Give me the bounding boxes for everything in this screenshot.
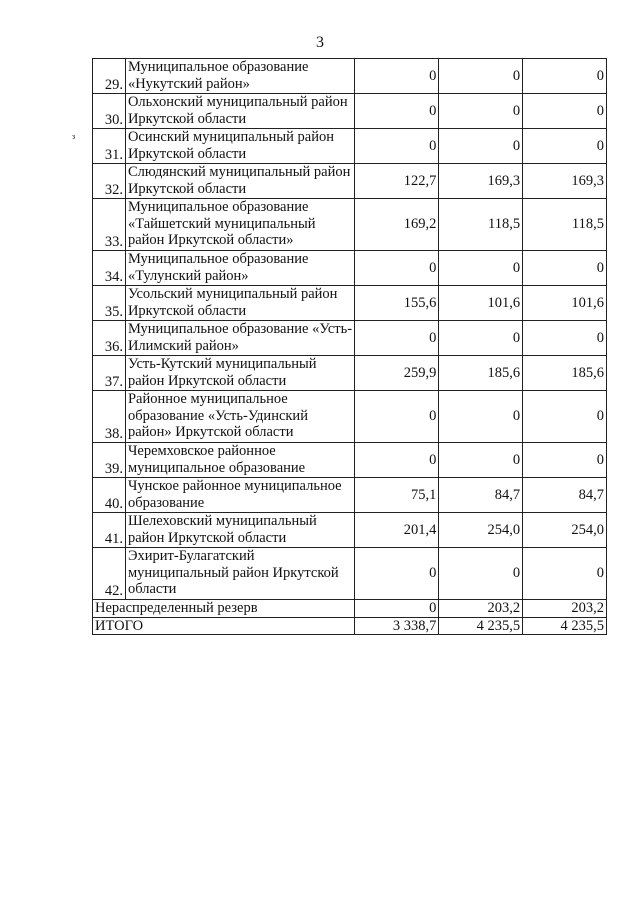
table-row xyxy=(93,478,607,513)
table-body xyxy=(93,59,607,635)
value-col-2: 118,5 xyxy=(439,199,523,251)
table-row xyxy=(93,129,607,164)
value-col-2: 101,6 xyxy=(439,286,523,321)
table-row xyxy=(93,443,607,478)
value-col-2: 0 xyxy=(439,251,523,286)
municipality-name: Шелеховский муниципальный район Иркутской области xyxy=(125,513,355,548)
margin-mark: з xyxy=(72,132,76,141)
value-col-3: 101,6 xyxy=(523,286,607,321)
municipality-name: Муниципальное образование «Усть-Илимский район» xyxy=(125,321,355,356)
municipality-name: Усольский муниципальный район Иркутской области xyxy=(125,286,355,321)
total-row xyxy=(93,617,607,635)
value-col-3: 254,0 xyxy=(523,513,607,548)
reserve-value-2: 203,2 xyxy=(439,600,523,618)
municipality-name: Муниципальное образование «Тулунский район» xyxy=(125,251,355,286)
table-row xyxy=(93,513,607,548)
row-number: 41. xyxy=(93,513,126,548)
value-col-1: 0 xyxy=(355,391,439,443)
value-col-2: 0 xyxy=(439,129,523,164)
reserve-value-3: 203,2 xyxy=(523,600,607,618)
value-col-2: 0 xyxy=(439,548,523,600)
table-row xyxy=(93,164,607,199)
row-number: 30. xyxy=(93,94,126,129)
value-col-1: 0 xyxy=(355,94,439,129)
municipality-name: Муниципальное образование «Тайшетский муниципальный район Иркутской области» xyxy=(125,199,355,251)
value-col-3: 0 xyxy=(523,59,607,94)
table-row xyxy=(93,356,607,391)
row-number: 35. xyxy=(93,286,126,321)
table-row xyxy=(93,321,607,356)
value-col-1: 201,4 xyxy=(355,513,439,548)
table-row xyxy=(93,59,607,94)
value-col-2: 84,7 xyxy=(439,478,523,513)
municipality-name: Муниципальное образование «Нукутский район» xyxy=(125,59,355,94)
municipality-name: Чунское районное муниципальное образование xyxy=(125,478,355,513)
value-col-1: 0 xyxy=(355,321,439,356)
value-col-2: 254,0 xyxy=(439,513,523,548)
value-col-3: 84,7 xyxy=(523,478,607,513)
row-number: 31. xyxy=(93,129,126,164)
value-col-2: 0 xyxy=(439,59,523,94)
municipality-name: Черемховское районное муниципальное образование xyxy=(125,443,355,478)
value-col-3: 118,5 xyxy=(523,199,607,251)
row-number: 29. xyxy=(93,59,126,94)
row-number: 32. xyxy=(93,164,126,199)
allocation-table xyxy=(92,58,607,635)
municipality-name: Усть-Кутский муниципальный район Иркутской области xyxy=(125,356,355,391)
value-col-2: 169,3 xyxy=(439,164,523,199)
value-col-3: 0 xyxy=(523,548,607,600)
page-number: 3 xyxy=(316,34,324,51)
row-number: 37. xyxy=(93,356,126,391)
municipality-name: Осинский муниципальный район Иркутской области xyxy=(125,129,355,164)
total-value-2: 4 235,5 xyxy=(439,617,523,635)
value-col-1: 169,2 xyxy=(355,199,439,251)
value-col-1: 75,1 xyxy=(355,478,439,513)
value-col-1: 259,9 xyxy=(355,356,439,391)
municipality-name: Ольхонский муниципальный район Иркутской области xyxy=(125,94,355,129)
total-value-1: 3 338,7 xyxy=(355,617,439,635)
row-number: 39. xyxy=(93,443,126,478)
row-number: 38. xyxy=(93,391,126,443)
value-col-3: 0 xyxy=(523,321,607,356)
row-number: 40. xyxy=(93,478,126,513)
value-col-1: 122,7 xyxy=(355,164,439,199)
value-col-2: 0 xyxy=(439,443,523,478)
table-row xyxy=(93,94,607,129)
value-col-1: 0 xyxy=(355,129,439,164)
value-col-3: 0 xyxy=(523,443,607,478)
value-col-3: 0 xyxy=(523,391,607,443)
row-number: 42. xyxy=(93,548,126,600)
value-col-1: 155,6 xyxy=(355,286,439,321)
row-number: 33. xyxy=(93,199,126,251)
value-col-2: 185,6 xyxy=(439,356,523,391)
total-value-3: 4 235,5 xyxy=(523,617,607,635)
value-col-1: 0 xyxy=(355,251,439,286)
value-col-3: 185,6 xyxy=(523,356,607,391)
table-row xyxy=(93,391,607,443)
municipality-name: Слюдянский муниципальный район Иркутской области xyxy=(125,164,355,199)
table-row xyxy=(93,199,607,251)
value-col-2: 0 xyxy=(439,321,523,356)
value-col-3: 0 xyxy=(523,94,607,129)
table-row xyxy=(93,251,607,286)
municipality-name: Районное муниципальное образование «Усть-Удинский район» Иркутской области xyxy=(125,391,355,443)
value-col-1: 0 xyxy=(355,443,439,478)
total-label: ИТОГО xyxy=(93,617,355,635)
value-col-1: 0 xyxy=(355,548,439,600)
reserve-label: Нераспределенный резерв xyxy=(93,600,355,618)
reserve-value-1: 0 xyxy=(355,600,439,618)
value-col-2: 0 xyxy=(439,94,523,129)
value-col-3: 169,3 xyxy=(523,164,607,199)
table-row xyxy=(93,286,607,321)
value-col-3: 0 xyxy=(523,251,607,286)
reserve-row xyxy=(93,600,607,618)
municipality-name: Эхирит-Булагатский муниципальный район Иркутской области xyxy=(125,548,355,600)
value-col-2: 0 xyxy=(439,391,523,443)
value-col-1: 0 xyxy=(355,59,439,94)
value-col-3: 0 xyxy=(523,129,607,164)
row-number: 36. xyxy=(93,321,126,356)
table-row xyxy=(93,548,607,600)
row-number: 34. xyxy=(93,251,126,286)
